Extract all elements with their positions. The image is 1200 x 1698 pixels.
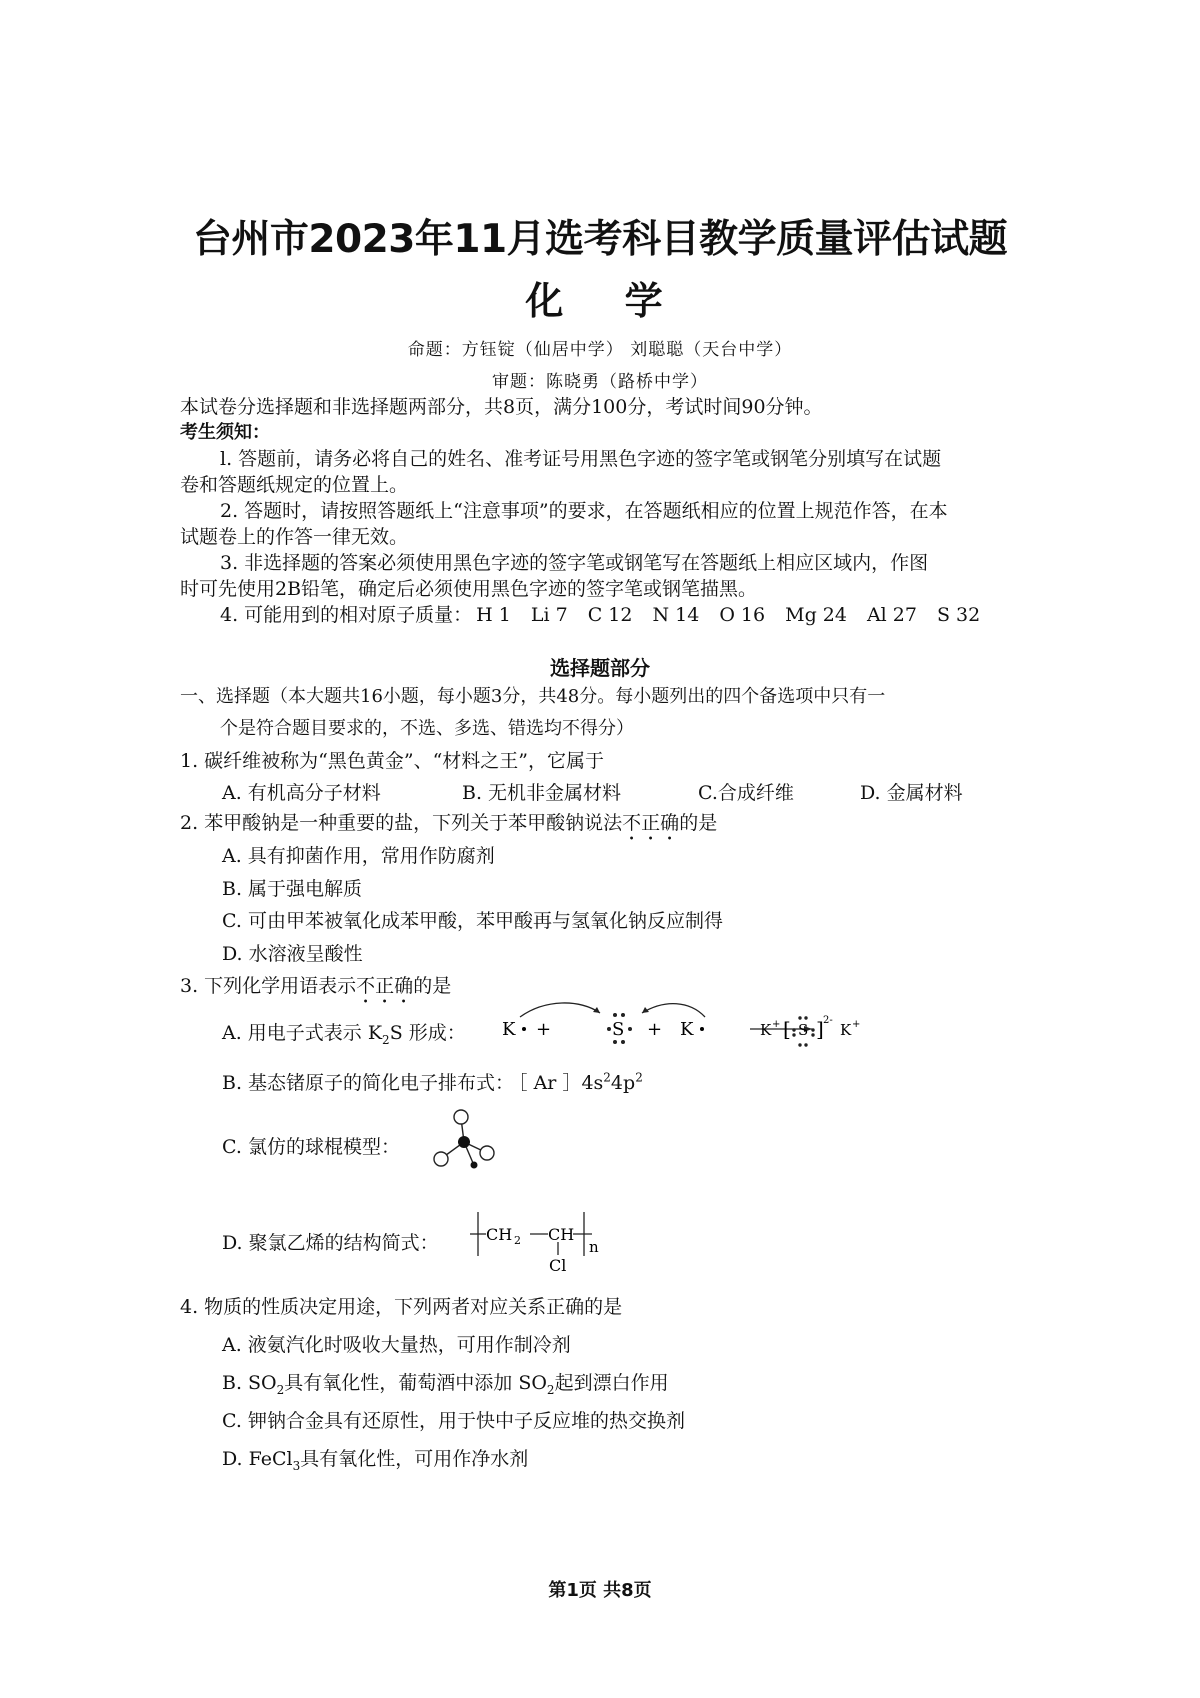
q4-d-end: 具有氧化性，可用作净水剂 xyxy=(300,1448,529,1470)
potassium-symbol: K xyxy=(680,1019,694,1040)
q2-stem-emphasis: 不正确 xyxy=(622,812,680,834)
q3-a-label-end: S 形成： xyxy=(389,1022,466,1044)
ch2-group: CH xyxy=(486,1225,513,1244)
ge-config-4p: 4p xyxy=(610,1072,636,1094)
bracket-left: [ xyxy=(783,1017,791,1041)
exam-title: 台州市2023年11月选考科目教学质量评估试题 xyxy=(192,217,1008,262)
notice-item-1: l. 答题前，请务必将自己的姓名、准考证号用黑色字迹的签字笔或钢笔分别填写在试题 xyxy=(220,448,942,470)
potassium-ion: K xyxy=(840,1021,852,1039)
chlorine-atom xyxy=(454,1110,468,1124)
atomic-mass-s: S 32 xyxy=(936,604,981,626)
q3-option-d-label: D. 聚氯乙烯的结构简式： xyxy=(222,1232,439,1254)
section-instruction: 一、选择题（本大题共16小题，每小题3分，共48分。每小题列出的四个备选项中只有一 xyxy=(180,686,886,707)
plus-sign: + xyxy=(536,1019,552,1040)
exam-intro: 本试卷分选择题和非选择题两部分，共8页，满分100分，考试时间90分钟。 xyxy=(180,396,823,418)
atomic-mass-mg: Mg 24 xyxy=(785,604,847,626)
atomic-mass-al: Al 27 xyxy=(866,604,917,626)
electron-dot xyxy=(700,1027,704,1031)
q4-b-end: 起到漂白作用 xyxy=(554,1372,669,1394)
sulfur-symbol: S xyxy=(612,1019,625,1040)
q2-stem-text: 2. 苯甲酸钠是一种重要的盐，下列关于苯甲酸钠说法 xyxy=(180,812,623,834)
section-instruction-cont: 个是符合题目要求的，不选、多选、错选均不得分） xyxy=(220,718,634,739)
potassium-symbol: K xyxy=(502,1019,516,1040)
q3-b-label: B. 基态锗原子的简化电子排布式： xyxy=(222,1072,515,1094)
q1-option-c: C.合成纤维 xyxy=(698,782,794,804)
positive-charge: + xyxy=(852,1019,861,1030)
notice-item-4 xyxy=(220,600,1000,627)
carbon-atom xyxy=(458,1136,470,1148)
q4-option-d xyxy=(222,1444,528,1473)
bracket-right: ] xyxy=(816,1017,824,1041)
electron-transfer-arrow-left xyxy=(520,1003,600,1017)
q2-option-d: D. 水溶液呈酸性 xyxy=(222,943,363,965)
q4-stem: 4. 物质的性质决定用途，下列两者对应关系正确的是 xyxy=(180,1296,623,1318)
notice-item-3-cont: 时可先使用2B铅笔，确定后必须使用黑色字迹的签字笔或钢笔描黑。 xyxy=(180,578,758,600)
q4-b-text: B. SO xyxy=(222,1372,277,1394)
atomic-mass-n: N 14 xyxy=(652,604,700,626)
q4-b-sub2: 2 xyxy=(546,1382,555,1397)
page-footer: 第1页 共8页 xyxy=(548,1580,652,1601)
q2-option-b: B. 属于强电解质 xyxy=(222,878,363,900)
q4-option-b xyxy=(222,1368,669,1397)
electron-transfer-arrow-right xyxy=(642,1004,705,1017)
q1-option-b: B. 无机非金属材料 xyxy=(462,782,622,804)
atomic-mass-c: C 12 xyxy=(587,604,633,626)
chloroform-ball-stick-model xyxy=(428,1108,508,1188)
ge-config-4s: 4s xyxy=(581,1072,604,1094)
chlorine-substituent: Cl xyxy=(549,1256,567,1275)
atomic-mass-prefix: 4. 可能用到的相对原子质量： xyxy=(220,604,473,626)
negative-charge: 2- xyxy=(823,1015,833,1026)
notice-item-3: 3. 非选择题的答案必须使用黑色字迹的签字笔或钢笔写在答题纸上相应区域内，作图 xyxy=(220,552,929,574)
ch-group: CH xyxy=(548,1225,575,1244)
q3-option-c-label: C. 氯仿的球棍模型： xyxy=(222,1136,400,1158)
hydrogen-atom xyxy=(471,1162,478,1169)
atomic-mass-li: Li 7 xyxy=(530,604,568,626)
reviewer-line: 审题：陈晓勇（路桥中学） xyxy=(492,372,708,392)
positive-charge: + xyxy=(772,1019,781,1030)
q2-option-a: A. 具有抑菌作用，常用作防腐剂 xyxy=(222,845,495,867)
atomic-mass-o: O 16 xyxy=(719,604,766,626)
q4-d-text: D. FeCl xyxy=(222,1448,293,1470)
q2-stem-end: 的是 xyxy=(679,812,718,834)
q4-option-a: A. 液氨汽化时吸收大量热，可用作制冷剂 xyxy=(222,1334,571,1356)
q2-option-c: C. 可由甲苯被氧化成苯甲酸，苯甲酸再与氢氧化钠反应制得 xyxy=(222,910,723,932)
q3-stem xyxy=(180,971,451,1008)
electron-dot xyxy=(522,1027,526,1031)
q3-option-a-label xyxy=(222,1018,466,1047)
plus-sign: + xyxy=(647,1019,663,1040)
subject-title: 化 学 xyxy=(525,279,687,323)
authors-line: 命题：方钰锭（仙居中学） 刘聪聪（天台中学） xyxy=(407,340,793,360)
notice-item-1-cont: 卷和答题纸规定的位置上。 xyxy=(180,474,409,496)
ge-config-core: ［ Ar ］ xyxy=(518,1072,582,1094)
ch2-subscript: 2 xyxy=(514,1234,521,1247)
q4-d-sub: 3 xyxy=(292,1458,301,1473)
ge-config-4p-exp: 2 xyxy=(635,1070,643,1085)
potassium-ion: K xyxy=(760,1021,772,1039)
notice-item-2-cont: 试题卷上的作答一律无效。 xyxy=(180,526,409,548)
chlorine-atom xyxy=(434,1152,448,1166)
pvc-structural-formula xyxy=(468,1200,608,1278)
q3-stem-emphasis: 不正确 xyxy=(356,975,414,997)
q3-a-label-sub: 2 xyxy=(382,1032,390,1047)
q3-stem-end: 的是 xyxy=(413,975,452,997)
q4-b-sub: 2 xyxy=(276,1382,285,1397)
q3-stem-text: 3. 下列化学用语表示 xyxy=(180,975,357,997)
q3-a-label-text: A. 用电子式表示 K xyxy=(222,1022,383,1044)
q1-option-a: A. 有机高分子材料 xyxy=(222,782,381,804)
q4-b-mid: 具有氧化性，葡萄酒中添加 SO xyxy=(284,1372,547,1394)
section-title: 选择题部分 xyxy=(550,656,650,680)
q4-option-c: C. 钾钠合金具有还原性，用于快中子反应堆的热交换剂 xyxy=(222,1410,685,1432)
notice-heading: 考生须知： xyxy=(180,422,270,443)
q3-option-b xyxy=(222,1068,643,1095)
chlorine-atom xyxy=(480,1146,494,1160)
atomic-mass-h: H 1 xyxy=(476,604,511,626)
notice-item-2: 2. 答题时，请按照答题纸上“注意事项”的要求，在答题纸相应的位置上规范作答，在本 xyxy=(220,500,948,522)
ionic-product-formula xyxy=(760,1005,880,1055)
sulfide-ion: S xyxy=(798,1021,809,1039)
ge-config-4s-exp: 2 xyxy=(603,1070,611,1085)
polymer-degree: n xyxy=(589,1238,599,1256)
q1-option-d: D. 金属材料 xyxy=(860,782,963,804)
q2-stem xyxy=(180,808,717,845)
q1-stem: 1. 碳纤维被称为“黑色黄金”、“材料之王”，它属于 xyxy=(180,750,605,772)
